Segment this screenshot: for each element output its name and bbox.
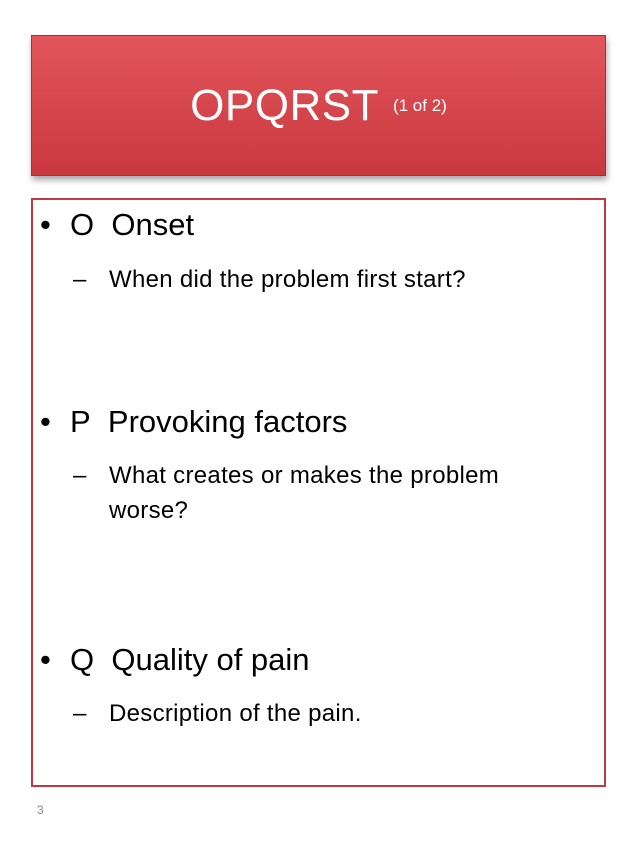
bullet-label: Onset bbox=[111, 207, 195, 242]
detail-text: What creates or makes the problem bbox=[109, 462, 500, 489]
bullet-onset bbox=[40, 207, 194, 243]
bullet-dot: • bbox=[40, 642, 51, 677]
detail-text: When did the problem first start? bbox=[109, 266, 466, 293]
detail-onset bbox=[73, 262, 466, 297]
bullet-letter: Q bbox=[70, 642, 95, 677]
slide-title-part: (1 of 2) bbox=[392, 95, 447, 115]
bullet-label: Provoking factors bbox=[107, 404, 348, 439]
sub-dash: – bbox=[73, 266, 87, 293]
bullet-letter: O bbox=[70, 207, 95, 242]
bullet-dot: • bbox=[40, 404, 51, 439]
detail-provoking bbox=[73, 458, 499, 528]
slide-number: 3 bbox=[37, 803, 44, 817]
sub-dash: – bbox=[73, 462, 87, 489]
bullet-provoking bbox=[40, 404, 347, 440]
detail-quality bbox=[73, 696, 362, 731]
bullet-label: Quality of pain bbox=[111, 642, 310, 677]
detail-text: Description of the pain. bbox=[109, 700, 362, 727]
detail-text-continued: worse? bbox=[109, 497, 189, 524]
title-banner bbox=[31, 35, 606, 176]
sub-dash: – bbox=[73, 700, 87, 727]
bullet-quality bbox=[40, 642, 310, 678]
bullet-letter: P bbox=[70, 404, 91, 439]
bullet-dot: • bbox=[40, 207, 51, 242]
slide-title: OPQRST bbox=[190, 80, 379, 130]
